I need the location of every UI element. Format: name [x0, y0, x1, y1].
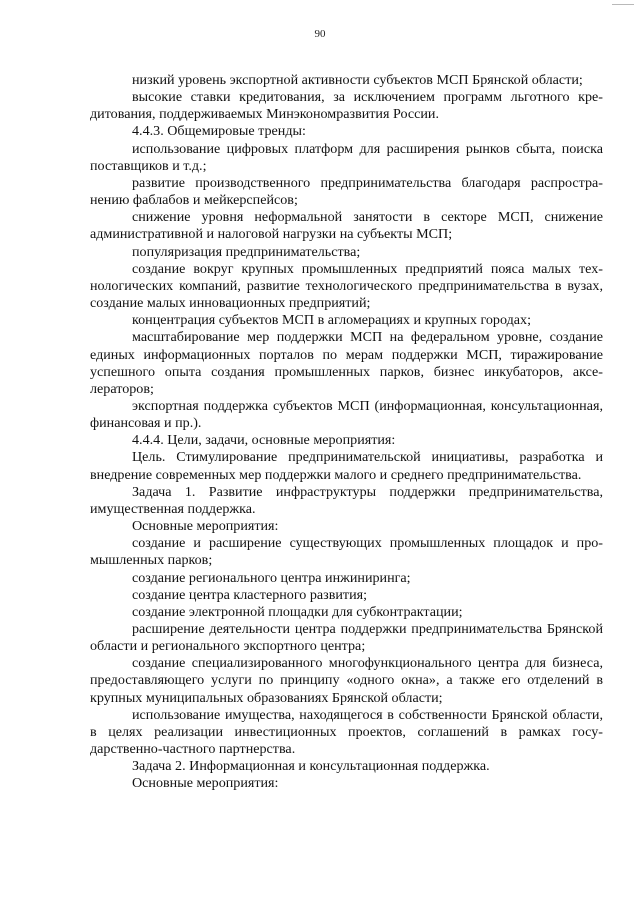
paragraph: создание специализированного многофункционального центра для бизнеса, предоставляющего услуги по принципу «одного окна», а также его отделений в крупных муниципальных образованиях Брянской области;: [90, 655, 603, 706]
task-paragraph: Задача 1. Развитие инфраструктуры поддержки предпринимательства, имущественная поддержка.: [90, 483, 603, 517]
paragraph: создание центра кластерного развития;: [132, 586, 368, 603]
paragraph: создание регионального центра инжиниринга;: [132, 569, 411, 586]
paragraph: расширение деятельности центра поддержки предпринимательства Брянской области и регионального экспортного центра;: [90, 621, 603, 655]
paragraph: низкий уровень экспортной активности субъектов МСП Брянской области;: [132, 72, 583, 88]
document-body: [90, 72, 603, 793]
paragraph: популяризация предпринимательства;: [132, 243, 361, 260]
scan-corner-mark: [612, 4, 634, 7]
paragraph: использование имущества, находящегося в собственности Брянской области, в целях реализации инвестиционных проектов, соглашений в рамках государственно-частного партнерства.: [90, 706, 603, 758]
paragraph: создание вокруг крупных промышленных предприятий пояса малых технологических компаний, развитие технологического предпринимательства в вузах, создание малых инновационных предприятий;: [90, 260, 603, 312]
paragraph: масштабирование мер поддержки МСП на федеральном уровне, создание единых информационных порталов по мерам поддержки МСП, тиражирование успешного опыта создания промышленных парков, бизнес инкубаторов, акселераторов;: [90, 329, 603, 397]
paragraph: создание и расширение существующих промышленных площадок и промышленных парков;: [90, 535, 603, 569]
subheading: Основные мероприятия:: [132, 518, 279, 535]
paragraph: развитие производственного предпринимательства благодаря распространению фаблабов и мейкерспейсов;: [90, 174, 603, 209]
subheading: Основные мероприятия:: [132, 775, 279, 792]
page-number: 90: [314, 28, 326, 40]
paragraph: создание электронной площадки для субконтрактации;: [132, 603, 463, 620]
paragraph: использование цифровых платформ для расширения рынков сбыта, поиска поставщиков и т.д.;: [90, 140, 603, 174]
paragraph: концентрация субъектов МСП в агломерациях и крупных городах;: [132, 312, 531, 329]
paragraph: высокие ставки кредитования, за исключением программ льготного кредитования, поддерживаемых Минэкономразвития России.: [90, 89, 603, 123]
section-heading: 4.4.4. Цели, задачи, основные мероприятия:: [132, 432, 396, 449]
section-heading: 4.4.3. Общемировые тренды:: [132, 123, 306, 140]
task-paragraph: Задача 2. Информационная и консультационная поддержка.: [132, 758, 490, 775]
goal-paragraph: Цель. Стимулирование предпринимательской инициативы, разработка и внедрение современных мер поддержки малого и среднего предпринимательства.: [90, 449, 603, 483]
paragraph: снижение уровня неформальной занятости в секторе МСП, снижение административной и налоговой нагрузки на субъекты МСП;: [90, 209, 603, 243]
paragraph: экспортная поддержка субъектов МСП (информационная, консультационная, финансовая и пр.).: [90, 397, 603, 432]
